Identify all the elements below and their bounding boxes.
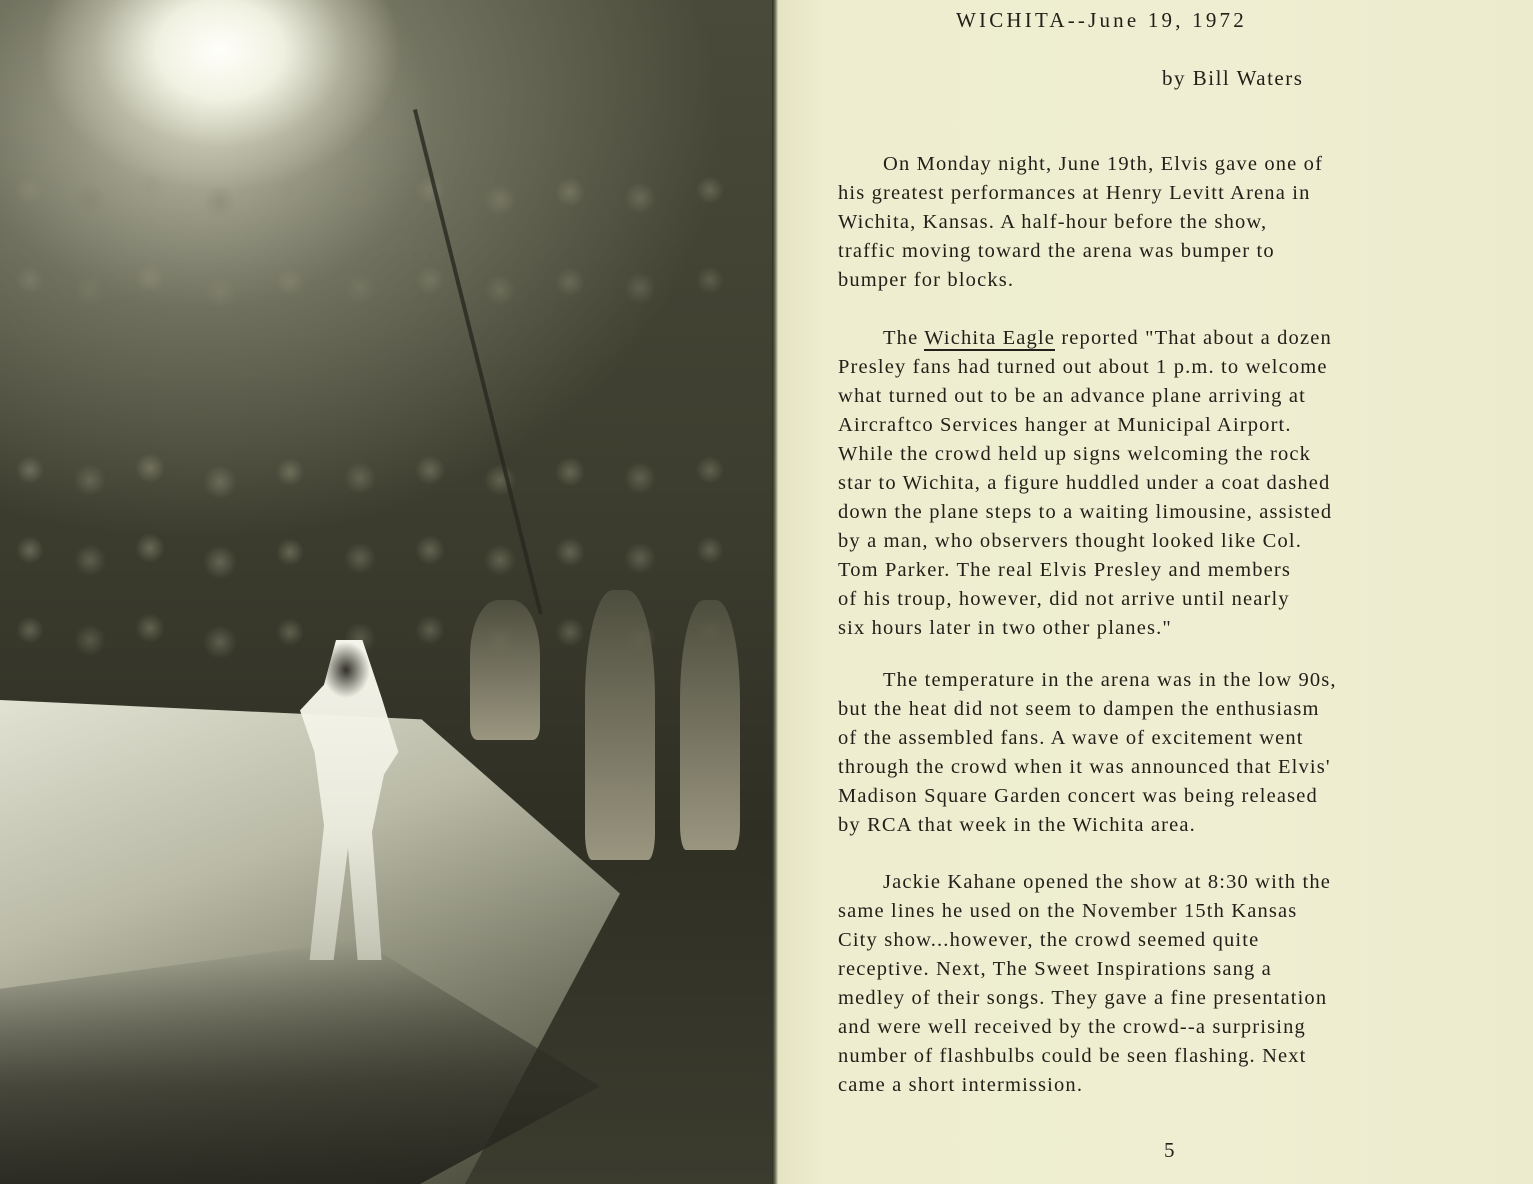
text-line: same lines he used on the November 15th Kansas: [838, 900, 1298, 922]
paragraph-1: [838, 150, 1528, 295]
article-header: WICHITA--June 19, 1972: [956, 8, 1247, 32]
text-line: medley of their songs. They gave a fine presentation: [838, 987, 1328, 1009]
text-line: On Monday night, June 19th, Elvis gave one of: [883, 153, 1324, 175]
text-line: star to Wichita, a figure huddled under a coat dashed: [838, 472, 1331, 494]
musician-figure: [470, 600, 540, 740]
text-line: Wichita, Kansas. A half-hour before the show,: [838, 211, 1268, 233]
crowd-row: [0, 510, 772, 600]
text-line: what turned out to be an advance plane arriving at: [838, 385, 1306, 407]
text-line: [838, 324, 1528, 353]
text-line: but the heat did not seem to dampen the enthusiasm: [838, 698, 1320, 720]
text-segment: reported "That about a dozen: [1055, 327, 1332, 349]
crowd-row: [0, 430, 772, 520]
paragraph-4: [838, 868, 1528, 1100]
text-line: Aircraftco Services hanger at Municipal Airport.: [838, 414, 1292, 436]
text-line: his greatest performances at Henry Levitt Arena in: [838, 182, 1311, 204]
text-line: City show...however, the crowd seemed quite: [838, 929, 1260, 951]
text-line: down the plane steps to a waiting limousine, assisted: [838, 501, 1333, 523]
text-line: Madison Square Garden concert was being released: [838, 785, 1318, 807]
text-line: receptive. Next, The Sweet Inspirations sang a: [838, 958, 1272, 980]
newspaper-title: Wichita Eagle: [924, 327, 1056, 349]
text-line: came a short intermission.: [838, 1074, 1084, 1096]
text-line: of his troup, however, did not arrive until nearly: [838, 588, 1290, 610]
guitarist-figure: [585, 590, 655, 860]
paragraph-2: [838, 324, 1528, 643]
text-line: Jackie Kahane opened the show at 8:30 with the: [883, 871, 1331, 893]
text-line: bumper for blocks.: [838, 269, 1015, 291]
crowd-row: [0, 150, 772, 240]
musician-figure: [680, 600, 740, 850]
paragraph-3: [838, 666, 1528, 840]
text-segment: The: [883, 327, 925, 349]
text-line: by RCA that week in the Wichita area.: [838, 814, 1196, 836]
text-line: While the crowd held up signs welcoming the rock: [838, 443, 1312, 465]
text-line: and were well received by the crowd--a surprising: [838, 1016, 1306, 1038]
page-number: 5: [1164, 1138, 1175, 1162]
text-line: Presley fans had turned out about 1 p.m. to welcome: [838, 356, 1328, 378]
crowd-row: [0, 590, 772, 680]
text-line: traffic moving toward the arena was bumper to: [838, 240, 1275, 262]
text-line: The temperature in the arena was in the low 90s,: [883, 669, 1337, 691]
text-line: six hours later in two other planes.": [838, 617, 1172, 639]
crowd-row: [0, 240, 772, 330]
text-line: Tom Parker. The real Elvis Presley and members: [838, 559, 1292, 581]
text-line: by a man, who observers thought looked like Col.: [838, 530, 1302, 552]
text-line: of the assembled fans. A wave of excitement went: [838, 727, 1304, 749]
text-line: number of flashbulbs could be seen flashing. Next: [838, 1045, 1307, 1067]
text-line: through the crowd when it was announced that Elvis': [838, 756, 1331, 778]
article-page: [778, 0, 1533, 1184]
article-byline: by Bill Waters: [1162, 66, 1304, 90]
